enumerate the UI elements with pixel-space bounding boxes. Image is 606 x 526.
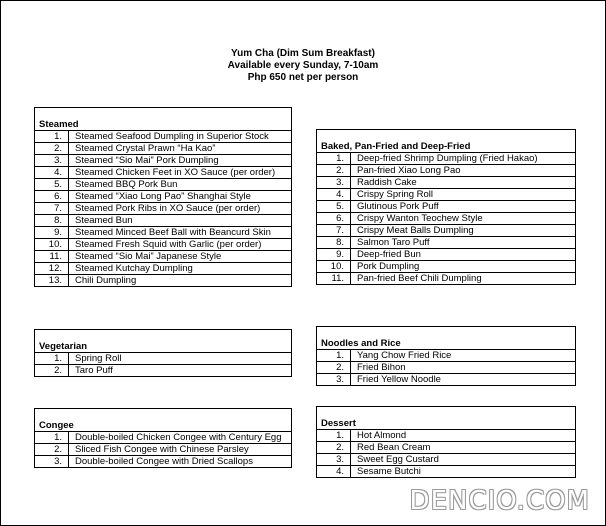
item-number: 6.: [35, 191, 69, 202]
item-number: 8.: [317, 237, 351, 248]
item-number: 2.: [317, 442, 351, 453]
menu-item-row: [317, 442, 575, 454]
item-name: Steamed Fresh Squid with Garlic (per order): [75, 239, 262, 250]
menu-item-row: [317, 237, 575, 249]
item-name: Steamed “Sio Mai” Japanese Style: [75, 251, 222, 262]
menu-item-row: [35, 365, 291, 376]
section-title: Steamed: [35, 108, 291, 131]
menu-item-row: [35, 251, 291, 263]
item-number: 2.: [35, 365, 69, 376]
menu-item-row: [317, 213, 575, 225]
item-name: Steamed Chicken Feet in XO Sauce (per order): [75, 167, 276, 178]
item-number: 9.: [317, 249, 351, 260]
section-noodles-rice: [316, 326, 576, 386]
item-name: Crispy Meat Balls Dumpling: [357, 225, 474, 236]
menu-item-row: [35, 203, 291, 215]
item-number: 12.: [35, 263, 69, 274]
item-name: Fried Bihon: [357, 362, 406, 373]
section-baked-fried: [316, 129, 576, 285]
item-list: [35, 353, 291, 376]
item-number: 1.: [317, 430, 351, 441]
section-title: Noodles and Rice: [317, 327, 575, 350]
item-name: Pan-fried Xiao Long Pao: [357, 165, 461, 176]
item-number: 3.: [317, 374, 351, 385]
item-name: Steamed “Xiao Long Pao” Shanghai Style: [75, 191, 251, 202]
menu-item-row: [35, 444, 291, 456]
item-number: 3.: [35, 456, 69, 467]
menu-item-row: [35, 179, 291, 191]
item-number: 4.: [35, 167, 69, 178]
menu-item-row: [317, 225, 575, 237]
section-steamed: [34, 107, 292, 287]
menu-item-row: [35, 167, 291, 179]
item-number: 1.: [317, 350, 351, 361]
item-number: 2.: [317, 362, 351, 373]
item-name: Deep-fried Bun: [357, 249, 421, 260]
item-name: Salmon Taro Puff: [357, 237, 430, 248]
item-list: [35, 131, 291, 286]
item-name: Spring Roll: [75, 353, 122, 364]
menu-item-row: [35, 131, 291, 143]
item-number: 5.: [317, 201, 351, 212]
item-name: Raddish Cake: [357, 177, 417, 188]
item-name: Fried Yellow Noodle: [357, 374, 441, 385]
watermark: DENCIO.COM: [409, 486, 590, 516]
menu-item-row: [35, 227, 291, 239]
item-number: 7.: [35, 203, 69, 214]
item-name: Crispy Wanton Teochew Style: [357, 213, 483, 224]
item-name: Sweet Egg Custard: [357, 454, 439, 465]
menu-item-row: [317, 153, 575, 165]
item-number: 2.: [35, 143, 69, 154]
menu-item-row: [317, 374, 575, 385]
item-name: Pan-fried Beef Chili Dumpling: [357, 273, 482, 284]
item-number: 1.: [35, 131, 69, 142]
item-name: Steamed BBQ Pork Bun: [75, 179, 178, 190]
item-name: Steamed Bun: [75, 215, 133, 226]
item-number: 13.: [35, 275, 69, 286]
menu-item-row: [317, 273, 575, 284]
item-number: 11.: [317, 273, 351, 284]
menu-item-row: [317, 454, 575, 466]
item-name: Red Bean Cream: [357, 442, 431, 453]
item-number: 5.: [35, 179, 69, 190]
item-name: Steamed Minced Beef Ball with Beancurd Skin: [75, 227, 271, 238]
section-title: Congee: [35, 409, 291, 432]
item-number: 11.: [35, 251, 69, 262]
item-number: 1.: [35, 353, 69, 364]
item-name: Chili Dumpling: [75, 275, 137, 286]
item-name: Double-boiled Congee with Dried Scallops: [75, 456, 253, 467]
item-number: 1.: [317, 153, 351, 164]
menu-item-row: [35, 143, 291, 155]
item-name: Double-boiled Chicken Congee with Century Egg: [75, 432, 282, 443]
header-availability: Available every Sunday, 7-10am: [227, 60, 379, 71]
item-name: Pork Dumpling: [357, 261, 420, 272]
section-congee: [34, 408, 292, 468]
menu-item-row: [317, 201, 575, 213]
item-name: Sesame Butchi: [357, 466, 421, 477]
item-number: 3.: [317, 177, 351, 188]
item-number: 6.: [317, 213, 351, 224]
menu-item-row: [317, 430, 575, 442]
item-name: Steamed Crystal Prawn “Ha Kao”: [75, 143, 216, 154]
item-name: Deep-fried Shrimp Dumpling (Fried Hakao): [357, 153, 538, 164]
item-number: 8.: [35, 215, 69, 226]
menu-item-row: [317, 189, 575, 201]
item-name: Steamed Pork Ribs in XO Sauce (per order): [75, 203, 261, 214]
item-number: 3.: [317, 454, 351, 465]
item-list: [317, 350, 575, 385]
menu-item-row: [317, 350, 575, 362]
section-dessert: [316, 406, 576, 478]
item-number: 9.: [35, 227, 69, 238]
item-name: Steamed “Sio Mai” Pork Dumpling: [75, 155, 219, 166]
item-number: 1.: [35, 432, 69, 443]
section-title: Vegetarian: [35, 330, 291, 353]
header-title: Yum Cha (Dim Sum Breakfast): [231, 48, 375, 59]
section-title: Dessert: [317, 407, 575, 430]
item-name: Steamed Seafood Dumpling in Superior Stock: [75, 131, 269, 142]
menu-item-row: [35, 263, 291, 275]
item-list: [317, 153, 575, 284]
item-number: 4.: [317, 466, 351, 477]
item-name: Yang Chow Fried Rice: [357, 350, 452, 361]
item-name: Sliced Fish Congee with Chinese Parsley: [75, 444, 249, 455]
menu-item-row: [317, 466, 575, 477]
item-number: 4.: [317, 189, 351, 200]
item-name: Glutinous Pork Puff: [357, 201, 439, 212]
menu-item-row: [35, 215, 291, 227]
item-number: 7.: [317, 225, 351, 236]
menu-item-row: [35, 191, 291, 203]
item-name: Crispy Spring Roll: [357, 189, 434, 200]
menu-item-row: [35, 353, 291, 365]
section-vegetarian: [34, 329, 292, 377]
menu-item-row: [35, 155, 291, 167]
item-number: 2.: [317, 165, 351, 176]
item-name: Taro Puff: [75, 365, 113, 376]
header-price: Php 650 net per person: [247, 72, 359, 83]
menu-item-row: [35, 432, 291, 444]
item-list: [317, 430, 575, 477]
menu-header: [0, 48, 606, 84]
menu-item-row: [317, 165, 575, 177]
menu-item-row: [35, 239, 291, 251]
menu-item-row: [317, 362, 575, 374]
item-list: [35, 432, 291, 467]
item-number: 2.: [35, 444, 69, 455]
item-number: 10.: [35, 239, 69, 250]
item-name: Hot Almond: [357, 430, 407, 441]
item-number: 3.: [35, 155, 69, 166]
item-number: 10.: [317, 261, 351, 272]
menu-item-row: [317, 249, 575, 261]
section-title: Baked, Pan-Fried and Deep-Fried: [317, 130, 575, 153]
item-name: Steamed Kutchay Dumpling: [75, 263, 193, 274]
menu-item-row: [35, 275, 291, 286]
menu-item-row: [317, 177, 575, 189]
menu-item-row: [317, 261, 575, 273]
menu-item-row: [35, 456, 291, 467]
